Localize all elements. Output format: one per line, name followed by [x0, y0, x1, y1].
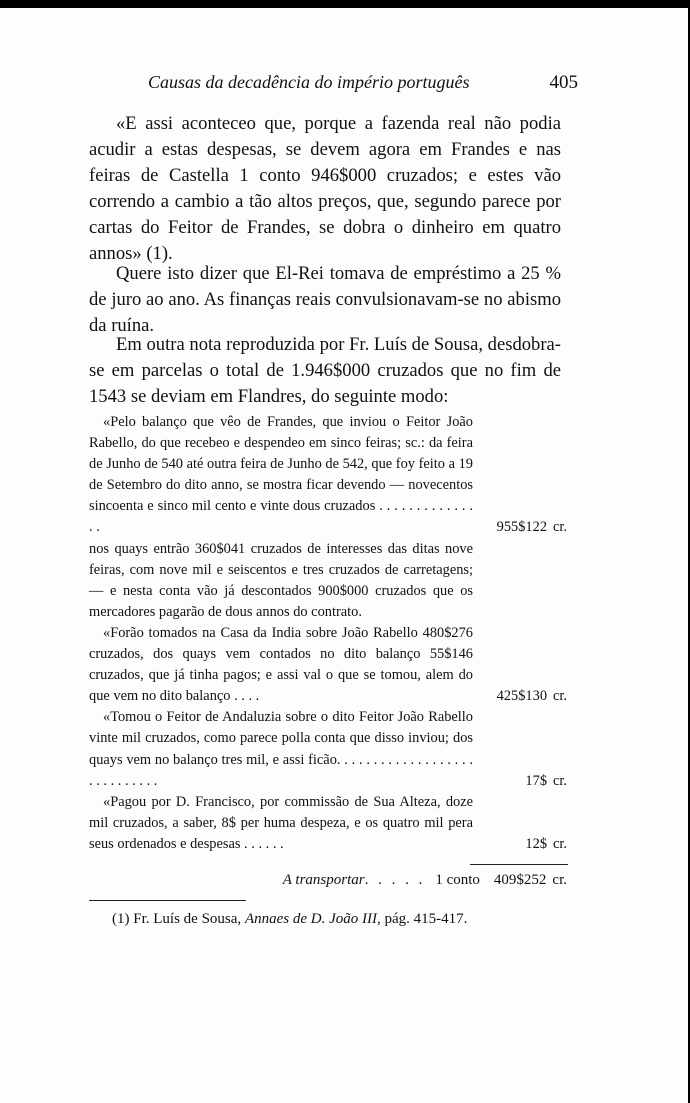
ledger-entry-amount [525, 834, 567, 855]
paragraph-flanders [89, 332, 561, 410]
ledger-entry [89, 623, 567, 707]
total-line [89, 870, 567, 891]
amount-unit: cr. [553, 835, 567, 852]
running-head [148, 72, 578, 93]
total-dots: . . . . . [364, 872, 426, 888]
running-head-title: Causas da decadência do império português [148, 72, 470, 92]
amount-unit: cr. [553, 688, 567, 705]
ledger-entry [89, 707, 567, 791]
paragraph-text: Em outra nota reproduzida por Fr. Luís de Sousa, desdobra-se em parcelas o total de 1.946$000 cruzados que no fim de 1543 se deviam em Flandres, do seguinte modo: [89, 334, 561, 407]
total-value: 409$252 [493, 872, 547, 888]
ledger-entry-amount [497, 517, 567, 538]
amount-value: 955$122 [496, 519, 548, 536]
ledger-entry-text: «Tomou o Feitor de Andaluzia sobre o dito Feitor João Rabello vinte mil cruzados, como parece polla conta que disso inviou; dos quays vem no balanço tres mil, e assi ficão. . . . . . . . . . . . . . . . . . . . . . . . . . . . . [89, 709, 473, 789]
total-conto: 1 conto [435, 872, 480, 888]
total-unit: cr. [552, 872, 567, 888]
ledger-entry-continuation [89, 539, 567, 623]
total-rule [470, 864, 568, 865]
amount-unit: cr. [553, 519, 567, 536]
total-label: A transportar [282, 872, 365, 888]
amount-value: 12$ [525, 835, 548, 852]
paragraph-interest [89, 261, 561, 339]
ledger-entry [89, 412, 567, 539]
paragraph-quote [89, 111, 561, 267]
paragraph-text: Quere isto dizer que El-Rei tomava de empréstimo a 25 % de juro ao ano. As finanças reais convulsionavam-se no abismo da ruína. [89, 263, 561, 336]
ledger-entry-amount [497, 686, 567, 707]
ledger-entry [89, 792, 567, 855]
amount-value: 425$130 [496, 688, 548, 705]
ledger-entry-amount [525, 771, 567, 792]
ledger-entry-text: «Forão tomados na Casa da India sobre João Rabello 480$276 cruzados, dos quays vem contados no dito balanço 55$146 cruzados, que já tinha pagos; e assi val o que se tomou, alem do que vem no dito balanço . . . . [89, 624, 473, 705]
ledger-entry-text: «Pelo balanço que vêo de Frandes, que inviou o Feitor João Rabello, do que recebeo e despendeo em sinco feiras; sc.: da feira de Junho de 540 até outra feira de Junho de 542, que foy feito a 19 de Setembro do dito anno, se mostra ficar devendo — novecentos sincoenta e sinco mil cento e vinte dous cruzados . . . . . . . . . . . . . . . [89, 414, 473, 536]
footnote-author: Fr. Luís de Sousa, [133, 911, 242, 927]
book-page [0, 8, 688, 1103]
amount-value: 17$ [525, 772, 548, 789]
footnote-marker: (1) [112, 911, 130, 927]
page-number: 405 [549, 72, 578, 93]
ledger-quote [89, 412, 567, 855]
footnote-rule [89, 900, 246, 901]
footnote-work: Annaes de D. João III, [244, 911, 381, 927]
ledger-continuation-text: nos quays entrão 360$041 cruzados de interesses das ditas nove feiras, com nove mil e seiscentos e tres cruzados de carretagens; — e nesta conta vão já descontados 900$000 cruzados que os mercadores pagarão de dous annos do contrato. [89, 540, 473, 620]
amount-unit: cr. [553, 772, 567, 789]
ledger-entry-text: «Pagou por D. Francisco, por commissão de Sua Alteza, doze mil cruzados, a saber, 8$ per huma despeza, e os quatro mil pera seus ordenados e despesas . . . . . . [89, 793, 473, 852]
footnote-pages: pág. 415-417. [384, 911, 468, 927]
paragraph-text: «E assi aconteceo que, porque a fazenda real não podia acudir a estas despesas, se devem agora em Frandes e nas feiras de Castella 1 conto 946$000 cruzados; e estes vão correndo a cambio a tão altos preços, que, segundo parece por cartas do Feitor de Frandes, se dobra o dinheiro em quatro annos» (1). [89, 113, 561, 264]
footnote [112, 911, 467, 928]
